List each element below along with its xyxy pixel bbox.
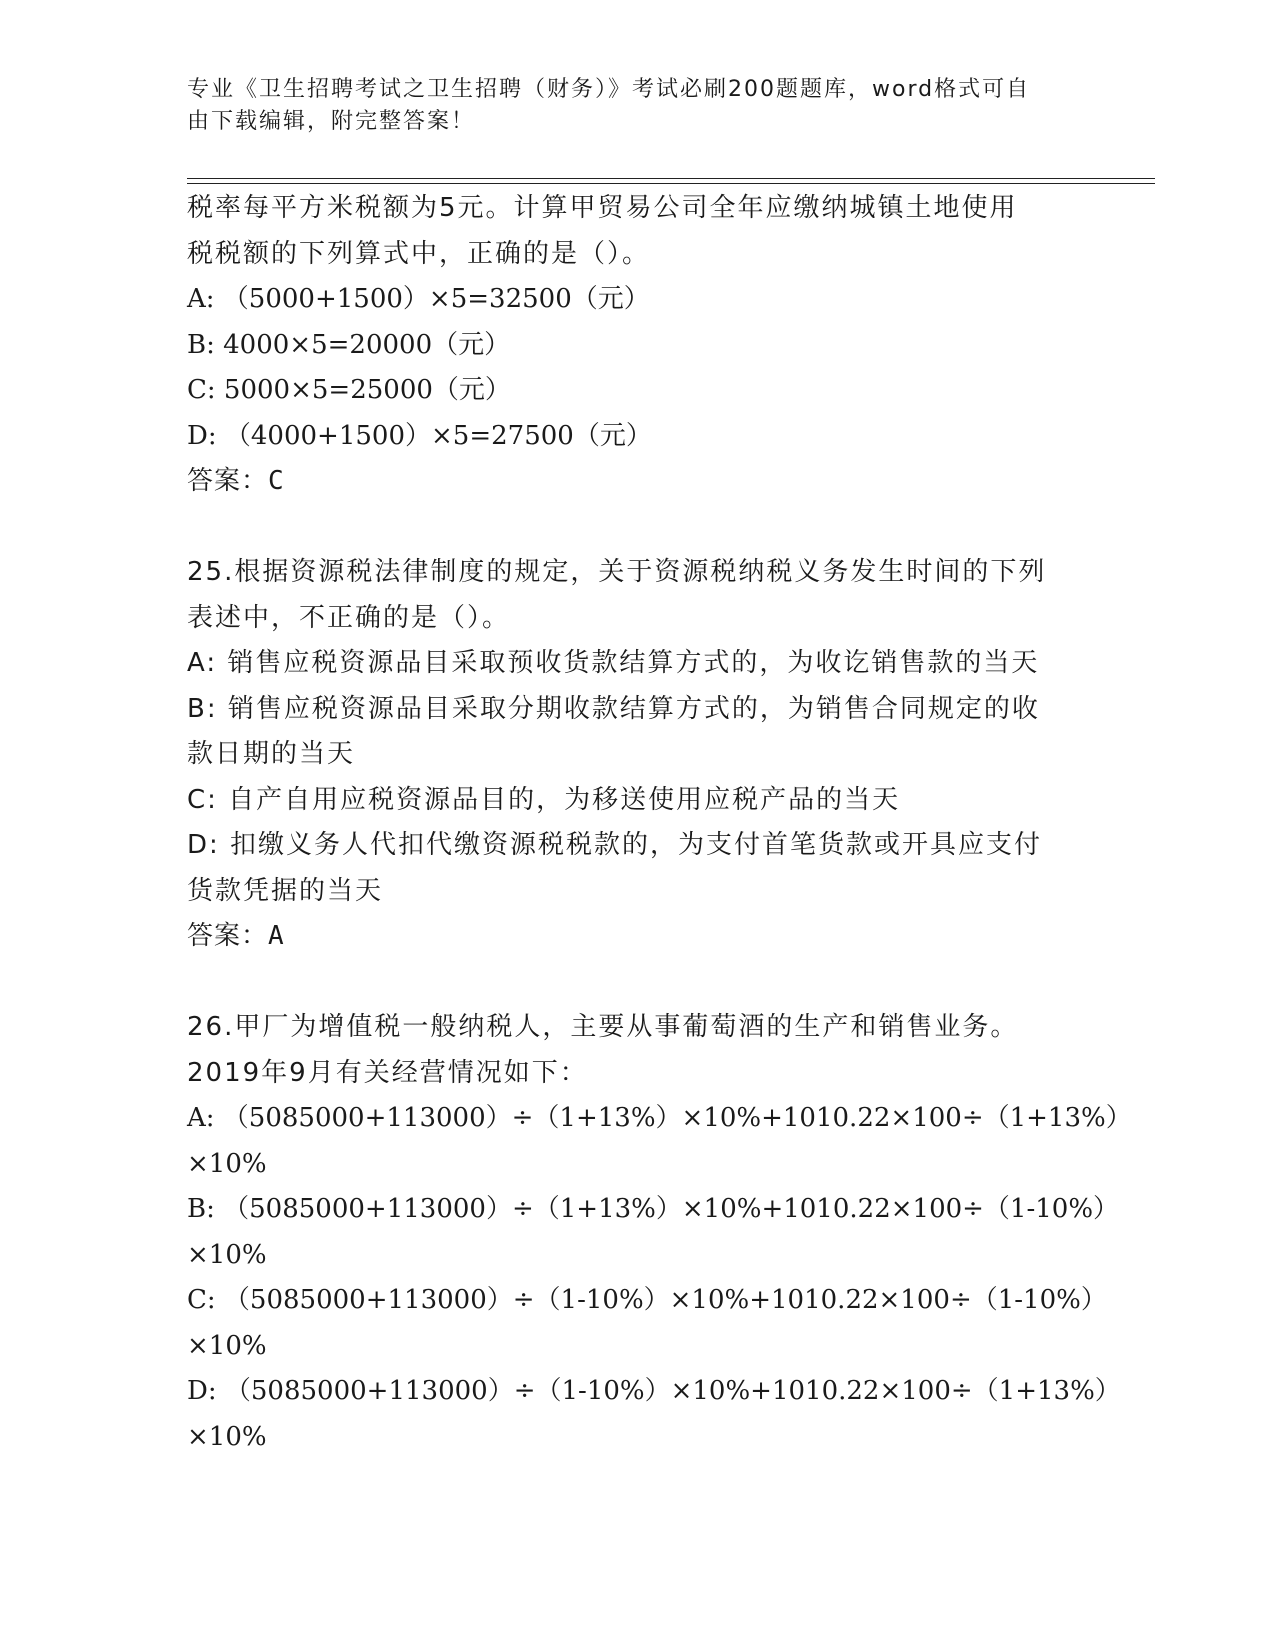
q26-option-b-line-2: ×10% (187, 1239, 267, 1270)
q26-option-a-line-1: A: （5085000+113000）÷（1+13%）×10%+1010.22×100÷（1+13%） (187, 1103, 1132, 1133)
q26-option-c-line-1: C: （5085000+113000）÷（1-10%）×10%+1010.22×100÷（1-10%） (187, 1285, 1107, 1315)
q24-option-c: C: 5000×5=25000（元） (187, 375, 511, 405)
q24-text-line-2: 税税额的下列算式中，正确的是（）。 (187, 238, 651, 269)
q24-option-b: B: 4000×5=20000（元） (187, 329, 511, 360)
q24-option-a: A: （5000+1500）×5=32500（元） (187, 284, 650, 314)
header-line-1: 专业《卫生招聘考试之卫生招聘（财务）》考试必刷200题题库，word格式可自 (187, 77, 1031, 102)
q25-option-a: A: 销售应税资源品目采取预收货款结算方式的，为收讫销售款的当天 (187, 648, 1040, 678)
q26-text-line-1: 26.甲厂为增值税一般纳税人，主要从事葡萄酒的生产和销售业务。 (187, 1012, 1019, 1042)
q26-option-d-line-1: D: （5085000+113000）÷（1-10%）×10%+1010.22×100÷（1+13%） (187, 1376, 1121, 1406)
q24-option-d: D: （4000+1500）×5=27500（元） (187, 420, 652, 451)
header-divider-bottom (187, 183, 1155, 184)
q26-option-c-line-2: ×10% (187, 1330, 267, 1361)
q25-answer: 答案：A (187, 921, 285, 951)
q25-option-d-line-1: D: 扣缴义务人代扣代缴资源税税款的，为支付首笔货款或开具应支付 (187, 830, 1043, 860)
q25-option-b-line-1: B: 销售应税资源品目采取分期收款结算方式的，为销售合同规定的收 (187, 693, 1040, 724)
q25-option-d-line-2: 货款凭据的当天 (187, 875, 384, 906)
document-header (187, 74, 1087, 138)
q26-option-b-line-1: B: （5085000+113000）÷（1+13%）×10%+1010.22×100÷（1-10%） (187, 1194, 1120, 1224)
q24-text-line-1: 税率每平方米税额为5元。计算甲贸易公司全年应缴纳城镇土地使用 (187, 193, 1018, 223)
q25-text-line-2: 表述中，不正确的是（）。 (187, 602, 511, 633)
q25-option-c: C: 自产自用应税资源品目的，为移送使用应税产品的当天 (187, 784, 901, 815)
q25-text-line-1: 25.根据资源税法律制度的规定，关于资源税纳税义务发生时间的下列 (187, 557, 1047, 587)
question-content (187, 186, 1147, 1460)
header-divider-top (187, 178, 1155, 179)
q25-option-b-line-2: 款日期的当天 (187, 739, 356, 769)
q24-answer: 答案：C (187, 466, 285, 496)
q26-text-line-2: 2019年9月有关经营情况如下： (187, 1057, 588, 1088)
q26-option-a-line-2: ×10% (187, 1148, 267, 1179)
q26-option-d-line-2: ×10% (187, 1421, 267, 1452)
header-line-2: 由下载编辑，附完整答案！ (187, 109, 476, 134)
